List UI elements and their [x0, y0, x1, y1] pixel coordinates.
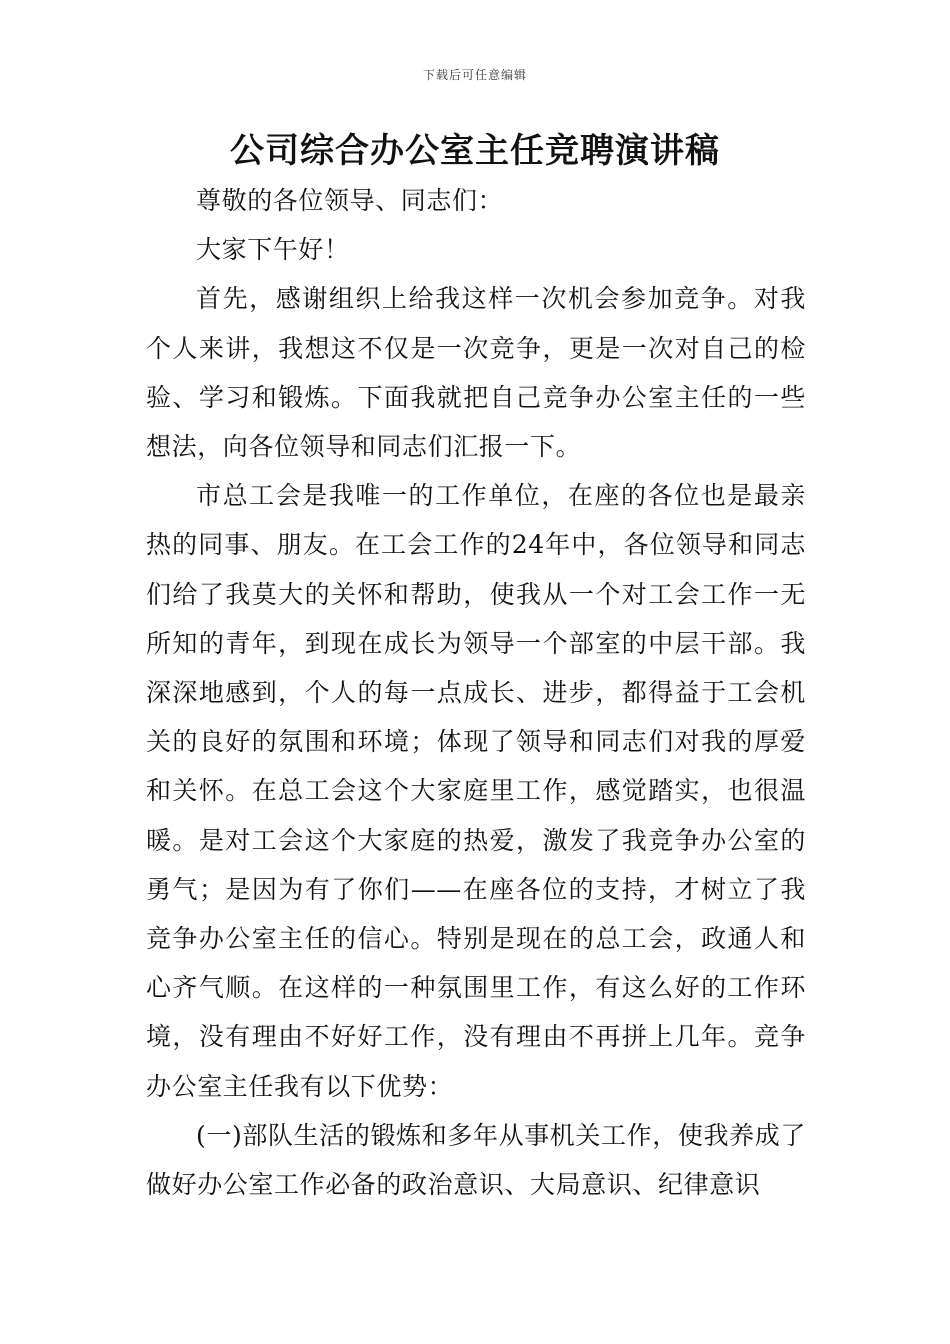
paragraph-greeting: 尊敬的各位领导、同志们： [196, 186, 504, 215]
header-note: 下载后可任意编辑 [422, 68, 527, 82]
paragraph-salutation: 大家下午好！ [196, 235, 350, 265]
document-body [146, 176, 806, 1209]
paragraph-intro: 首先，感谢组织上给我这样一次机会参加竞争。对我个人来讲，我想这不仅是一次竞争，更是一次对自己的检验、学习和锻炼。下面我就把自己竞争办公室主任的一些想法，向各位领导和同志们汇报一下。 [146, 284, 806, 462]
document-title: 公司综合办公室主任竞聘演讲稿 [230, 131, 720, 171]
paragraph-background: 市总工会是我唯一的工作单位，在座的各位也是最亲热的同事、朋友。在工会工作的24年中，各位领导和同志们给了我莫大的关怀和帮助，使我从一个对工会工作一无所知的青年，到现在成长为领导一个部室的中层干部。我深深地感到，个人的每一点成长、进步，都得益于工会机关的良好的氛围和环境；体现了领导和同志们对我的厚爱和关怀。在总工会这个大家庭里工作，感觉踏实，也很温暖。是对工会这个大家庭的热爱，激发了我竞争办公室的勇气；是因为有了你们——在座各位的支持，才树立了我竞争办公室主任的信心。特别是现在的总工会，政通人和心齐气顺。在这样的一种氛围里工作，有这么好的工作环境，没有理由不好好工作，没有理由不再拼上几年。竞争办公室主任我有以下优势： [146, 481, 806, 1101]
paragraph-advantage-1: (一)部队生活的锻炼和多年从事机关工作，使我养成了做好办公室工作必备的政治意识、大局意识、纪律意识 [146, 1120, 806, 1200]
